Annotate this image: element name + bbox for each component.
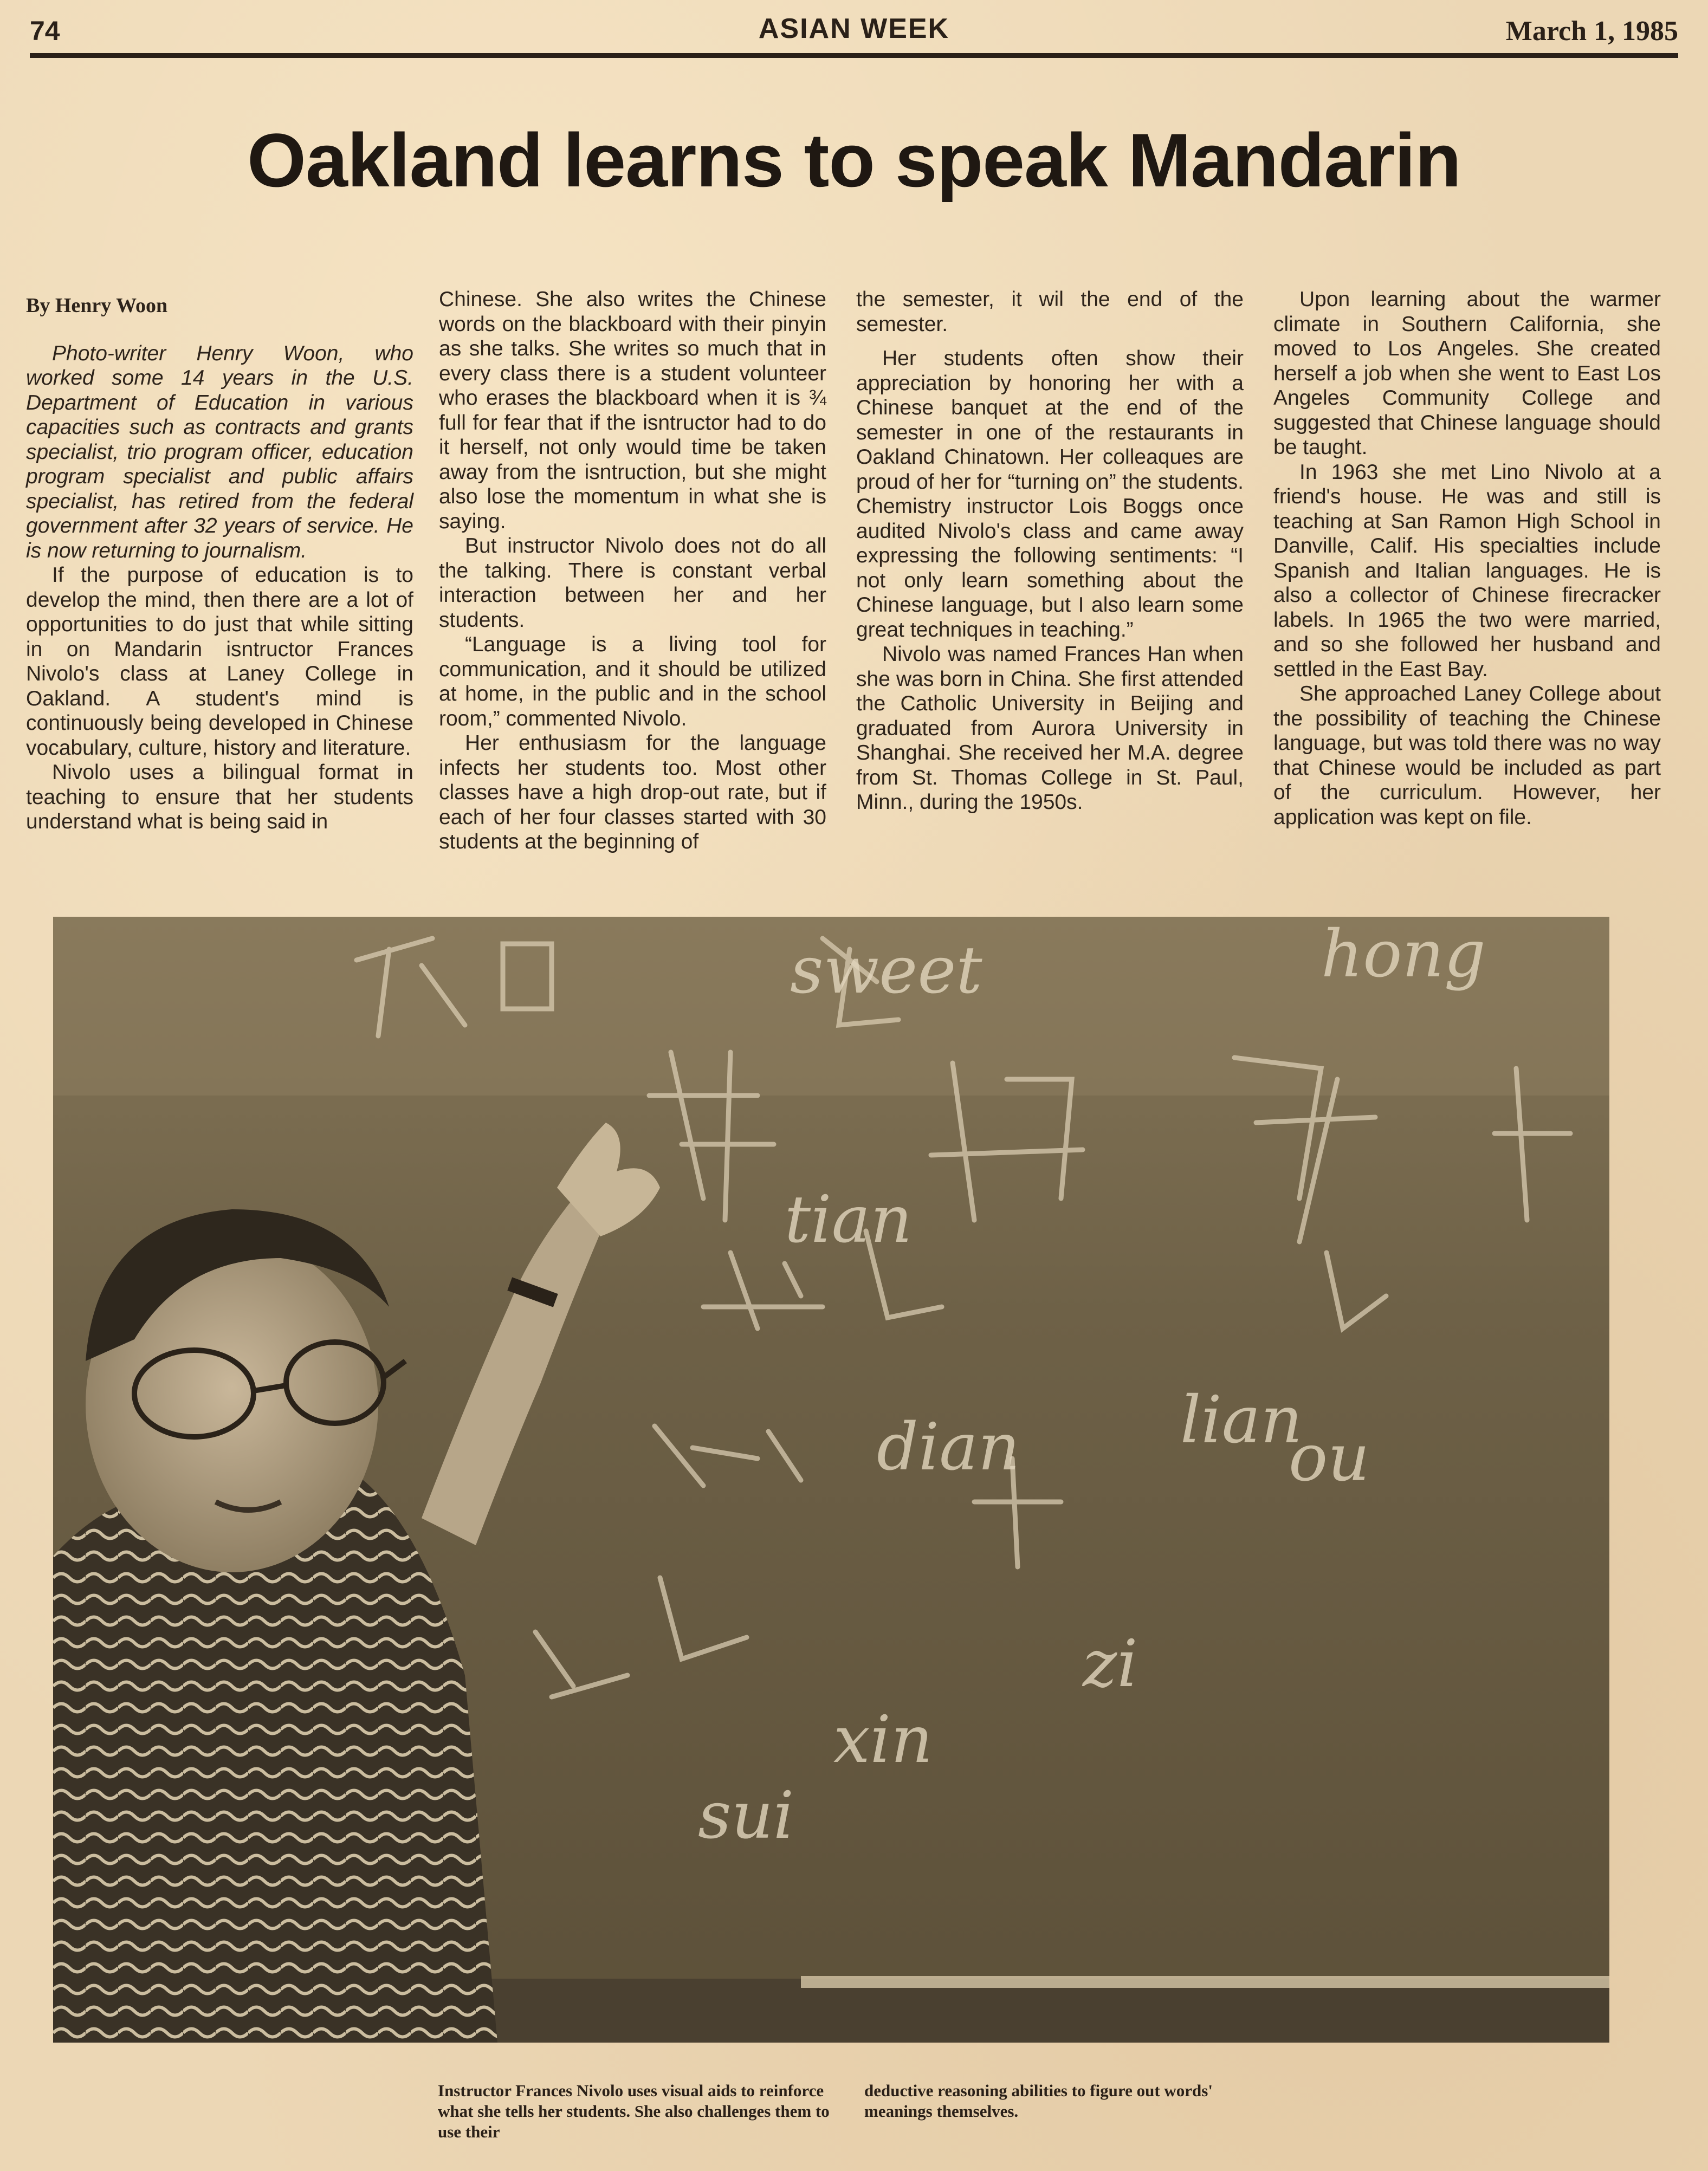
chalk-word: hong	[1321, 917, 1486, 992]
article-paragraph: Nivolo was named Frances Han when she was born in China. She first attended the Catholic University in Beijing and graduated from Aurora University in Shanghai. She received her M.A. degree from St. Thomas College in St. Paul, Minn., during the 1950s.	[856, 643, 1244, 814]
chalk-word: tian	[785, 1182, 913, 1258]
headline: Oakland learns to speak Mandarin	[247, 118, 1461, 203]
chalk-word: lian	[1180, 1383, 1303, 1458]
photo-caption-right: deductive reasoning abilities to figure out words' meanings themselves.	[864, 2081, 1213, 2121]
article-column-4	[1273, 287, 1661, 829]
article-paragraph: Nivolo uses a bilingual format in teaching to ensure that her students understand what is being said in	[26, 761, 413, 833]
chalk-word: zi	[1083, 1626, 1138, 1702]
article-paragraph: “Language is a living tool for communication, and it should be utilized at home, in the public and in the school room,” commented Nivolo.	[439, 633, 826, 730]
article-column-2	[439, 287, 826, 854]
issue-date: March 1, 1985	[1505, 16, 1678, 47]
article-paragraph: In 1963 she met Lino Nivolo at a friend's house. He was and still is teaching at San Ramon High School in Danville, Calif. His specialties include Spanish and Italian languages. He is also a collector of Chinese firecracker labels. In 1965 the two were married, and so she followed her husband and settled in the East Bay.	[1273, 460, 1661, 681]
article-paragraph: Chinese. She also writes the Chinese words on the blackboard with their pinyin as she talks. She writes so much that in every class there is a student volunteer who erases the blackboard when it is ¾ full for fear that if the isntructor had to do it herself, not only would time be taken away from the isntruction, but she might also lose the momentum in what she is saying.	[439, 288, 826, 533]
article-column-1	[26, 287, 413, 834]
article-paragraph: the semester, it wil the end of the semester.	[856, 288, 1244, 336]
article-paragraph: If the purpose of education is to develop the mind, then there are a lot of opportunities to do just that while sitting in on Mandarin isntructor Frances Nivolo's class at Laney College in Oakland. A student's mind is continuously being developed in Chinese vocabulary, culture, history and literature.	[26, 563, 413, 760]
article-paragraph: But instructor Nivolo does not do all the talking. There is constant verbal interaction between her and her students.	[439, 534, 826, 632]
blackboard-photo-illustration	[53, 917, 1609, 2043]
page-number: 74	[30, 16, 60, 46]
publication-name: ASIAN WEEK	[758, 13, 950, 44]
photo-caption-left: Instructor Frances Nivolo uses visual aids to reinforce what she tells her students. She also challenges them to use their	[438, 2081, 830, 2141]
article-paragraph: Her students often show their appreciation by honoring her with a Chinese banquet at the end of the semester in one of the restaurants in Oakland Chinatown. Her colleaques are proud of her for “turning on” the students. Chemistry instructor Lois Boggs once audited Nivolo's class and came away expressing the following sentiments: “I not only learn something about the Chinese language, but I also learn some great techniques in teaching.”	[856, 347, 1244, 641]
article-column-3	[856, 287, 1244, 815]
author-bio: Photo-writer Henry Woon, who worked some 14 years in the U.S. Department of Education in various capacities such as contracts and grants specialist, trio program officer, education program specialist and public affairs specialist, has retired from the federal government after 32 years of service. He is now returning to journalism.	[26, 341, 413, 562]
article-paragraph: She approached Laney College about the possibility of teaching the Chinese language, but was told there was no way that Chinese would be included as part of the curriculum. However, her application was kept on file.	[1273, 682, 1661, 829]
article-paragraph: Her enthusiasm for the language infects her students too. Most other classes have a high drop-out rate, but if each of her four classes started with 30 students at the beginning of	[439, 731, 826, 853]
chalk-word: ou	[1289, 1421, 1370, 1496]
page-header	[30, 10, 1678, 53]
chalk-word: dian	[877, 1410, 1020, 1485]
header-rule	[30, 53, 1678, 58]
chalk-word: xin	[833, 1702, 933, 1778]
article-paragraph: Upon learning about the warmer climate in Southern California, she moved to Los Angeles. She created herself a job when she went to East Los Angeles Community College and suggested that Chinese language should be taught.	[1273, 288, 1661, 459]
classroom-photo	[53, 917, 1609, 2043]
chalk-word: sweet	[790, 933, 982, 1008]
chalk-word: sui	[698, 1778, 794, 1854]
byline: By Henry Woon	[26, 294, 168, 317]
